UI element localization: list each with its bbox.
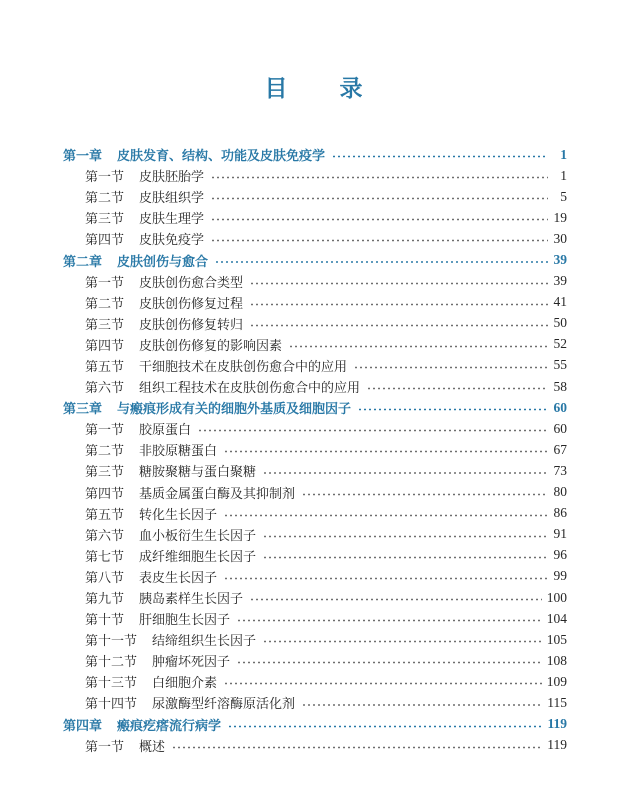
dot-leader: [368, 376, 548, 397]
toc-entry-label: 第二节: [85, 190, 125, 206]
toc-entry: [63, 292, 567, 313]
toc-entry: [63, 334, 567, 355]
toc-entry: [63, 587, 567, 608]
toc-entry: [63, 482, 567, 503]
toc-entry-label: 第三节: [85, 211, 125, 227]
dot-leader: [264, 460, 548, 481]
toc-entry-page: 115: [547, 694, 567, 710]
toc-entry-title: 血小板衍生生长因子: [139, 527, 257, 543]
dot-leader: [238, 608, 542, 629]
toc-entry-label: 第四章: [63, 717, 103, 733]
dot-leader: [173, 735, 542, 756]
toc-entry: [63, 608, 567, 629]
toc-entry: [63, 313, 567, 334]
dot-leader: [264, 629, 542, 650]
toc-entry-title: 胶原蛋白: [139, 422, 192, 438]
toc-entry-label: 第六节: [85, 527, 125, 543]
toc-entry-title: 成纤维细胞生长因子: [139, 548, 257, 564]
toc-entry-page: 1: [560, 146, 567, 162]
toc-entry-title: 肿瘤坏死因子: [152, 654, 231, 670]
page-title: 目 录: [264, 75, 365, 101]
dot-leader: [251, 292, 548, 313]
toc-entry: [63, 165, 567, 186]
toc-entry-label: 第四节: [85, 337, 125, 353]
dot-leader: [264, 545, 548, 566]
toc-entry-title: 皮肤发育、结构、功能及皮肤免疫学: [117, 148, 326, 164]
toc-entry-page: 119: [547, 737, 567, 753]
toc-entry-label: 第九节: [85, 591, 125, 607]
toc-entry-label: 第一节: [85, 738, 125, 754]
toc-entry: [63, 460, 567, 481]
toc-entry-page: 105: [546, 631, 567, 647]
toc-entry-label: 第一节: [85, 422, 125, 438]
toc-entry-title: 基质金属蛋白酶及其抑制剂: [139, 485, 296, 501]
toc-entry-page: 1: [560, 167, 567, 183]
toc-entry-title: 尿激酶型纤溶酶原活化剂: [152, 696, 296, 712]
toc-entry-label: 第十二节: [85, 654, 138, 670]
dot-leader: [212, 165, 548, 186]
dot-leader: [225, 503, 548, 524]
dot-leader: [303, 692, 542, 713]
dot-leader: [290, 334, 548, 355]
toc-entry-page: 73: [553, 462, 567, 478]
toc-entry-title: 胰岛素样生长因子: [139, 591, 244, 607]
toc-entry: [63, 397, 567, 418]
toc-entry-title: 皮肤组织学: [139, 190, 205, 206]
toc-entry-page: 67: [553, 441, 567, 457]
toc-entry-page: 41: [553, 294, 567, 310]
dot-leader: [225, 566, 548, 587]
toc-entry-label: 第一节: [85, 169, 125, 185]
toc-entry-title: 糖胺聚糖与蛋白聚糖: [139, 464, 257, 480]
toc-entry: [63, 355, 567, 376]
toc-entry-title: 肝细胞生长因子: [139, 612, 231, 628]
toc-entry: [63, 566, 567, 587]
toc-entry-label: 第六节: [85, 380, 125, 396]
dot-leader: [251, 587, 542, 608]
toc-entry: [63, 692, 567, 713]
toc-entry-label: 第三节: [85, 316, 125, 332]
toc-entry-label: 第三章: [63, 401, 103, 417]
toc-entry-label: 第八节: [85, 569, 125, 585]
toc-entry-page: 60: [553, 420, 567, 436]
toc-entry: [63, 671, 567, 692]
dot-leader: [216, 249, 548, 270]
dot-leader: [333, 144, 548, 165]
toc-entry-page: 100: [546, 589, 567, 605]
dot-leader: [355, 355, 548, 376]
toc-entry: [63, 228, 567, 249]
toc-entry-title: 皮肤免疫学: [139, 232, 205, 248]
toc-entry-title: 组织工程技术在皮肤创伤愈合中的应用: [139, 380, 361, 396]
toc-entry-page: 99: [553, 568, 567, 584]
dot-leader: [264, 524, 548, 545]
toc-entry-label: 第四节: [85, 485, 125, 501]
toc-entry-title: 皮肤生理学: [139, 211, 205, 227]
toc-entry-page: 108: [546, 652, 567, 668]
toc-entry-title: 结缔组织生长因子: [152, 633, 257, 649]
toc-entry-label: 第二节: [85, 295, 125, 311]
toc-entry-title: 皮肤胚胎学: [139, 169, 205, 185]
toc-entry-title: 皮肤创伤愈合类型: [139, 274, 244, 290]
toc-entry-page: 55: [553, 357, 567, 373]
toc-entry-title: 瘢痕疙瘩流行病学: [117, 717, 222, 733]
toc-entry: [63, 439, 567, 460]
toc-entry: [63, 418, 567, 439]
toc-entry: [63, 714, 567, 735]
dot-leader: [212, 228, 548, 249]
toc-entry-label: 第四节: [85, 232, 125, 248]
dot-leader: [212, 207, 548, 228]
toc-entry-page: 58: [553, 378, 567, 394]
toc-entry-label: 第二节: [85, 443, 125, 459]
toc-entry-page: 91: [553, 526, 567, 542]
dot-leader: [225, 671, 542, 692]
toc-entry: [63, 376, 567, 397]
toc-entry-page: 109: [546, 673, 567, 689]
toc-entry-title: 皮肤创伤与愈合: [117, 253, 209, 269]
toc-entry-page: 60: [553, 399, 567, 415]
toc-entry-title: 表皮生长因子: [139, 569, 218, 585]
toc-entry-label: 第十三节: [85, 675, 138, 691]
toc-entry-page: 39: [553, 273, 567, 289]
dot-leader: [212, 186, 548, 207]
toc-entry-title: 与瘢痕形成有关的细胞外基质及细胞因子: [117, 401, 352, 417]
toc-entry-label: 第五节: [85, 506, 125, 522]
toc-entry-page: 30: [553, 230, 567, 246]
dot-leader: [359, 397, 548, 418]
dot-leader: [229, 714, 542, 735]
toc-entry-label: 第十节: [85, 612, 125, 628]
dot-leader: [238, 650, 542, 671]
toc-entry-page: 19: [553, 209, 567, 225]
toc-entry-label: 第一章: [63, 148, 103, 164]
toc-entry-page: 5: [560, 188, 567, 204]
toc-entry-label: 第十四节: [85, 696, 138, 712]
dot-leader: [225, 439, 548, 460]
dot-leader: [251, 313, 548, 334]
toc-entry: [63, 207, 567, 228]
toc-entry-label: 第七节: [85, 548, 125, 564]
toc-entry-label: 第三节: [85, 464, 125, 480]
toc-entry: [63, 545, 567, 566]
toc-list: [63, 144, 567, 756]
toc-entry-page: 96: [553, 547, 567, 563]
toc-entry-page: 86: [553, 505, 567, 521]
toc-entry-page: 104: [546, 610, 567, 626]
toc-entry: [63, 735, 567, 756]
dot-leader: [303, 482, 548, 503]
toc-entry-page: 80: [553, 484, 567, 500]
toc-entry-title: 皮肤创伤修复的影响因素: [139, 337, 283, 353]
dot-leader: [199, 418, 548, 439]
toc-entry: [63, 144, 567, 165]
toc-entry: [63, 249, 567, 270]
toc-entry: [63, 629, 567, 650]
toc-entry-page: 52: [553, 336, 567, 352]
toc-entry-title: 白细胞介素: [152, 675, 218, 691]
toc-entry-page: 119: [547, 716, 567, 732]
toc-entry-title: 皮肤创伤修复转归: [139, 316, 244, 332]
toc-entry-label: 第一节: [85, 274, 125, 290]
toc-entry-label: 第二章: [63, 253, 103, 269]
toc-entry: [63, 186, 567, 207]
toc-entry-title: 干细胞技术在皮肤创伤愈合中的应用: [139, 358, 348, 374]
toc-entry-title: 皮肤创伤修复过程: [139, 295, 244, 311]
toc-entry-title: 转化生长因子: [139, 506, 218, 522]
toc-entry-title: 概述: [139, 738, 166, 754]
dot-leader: [251, 271, 548, 292]
toc-entry-title: 非胶原糖蛋白: [139, 443, 218, 459]
toc-entry: [63, 271, 567, 292]
toc-entry-page: 39: [553, 252, 567, 268]
toc-entry: [63, 503, 567, 524]
toc-entry-label: 第十一节: [85, 633, 138, 649]
toc-entry: [63, 524, 567, 545]
toc-entry-label: 第五节: [85, 358, 125, 374]
toc-entry-page: 50: [553, 315, 567, 331]
toc-entry: [63, 650, 567, 671]
